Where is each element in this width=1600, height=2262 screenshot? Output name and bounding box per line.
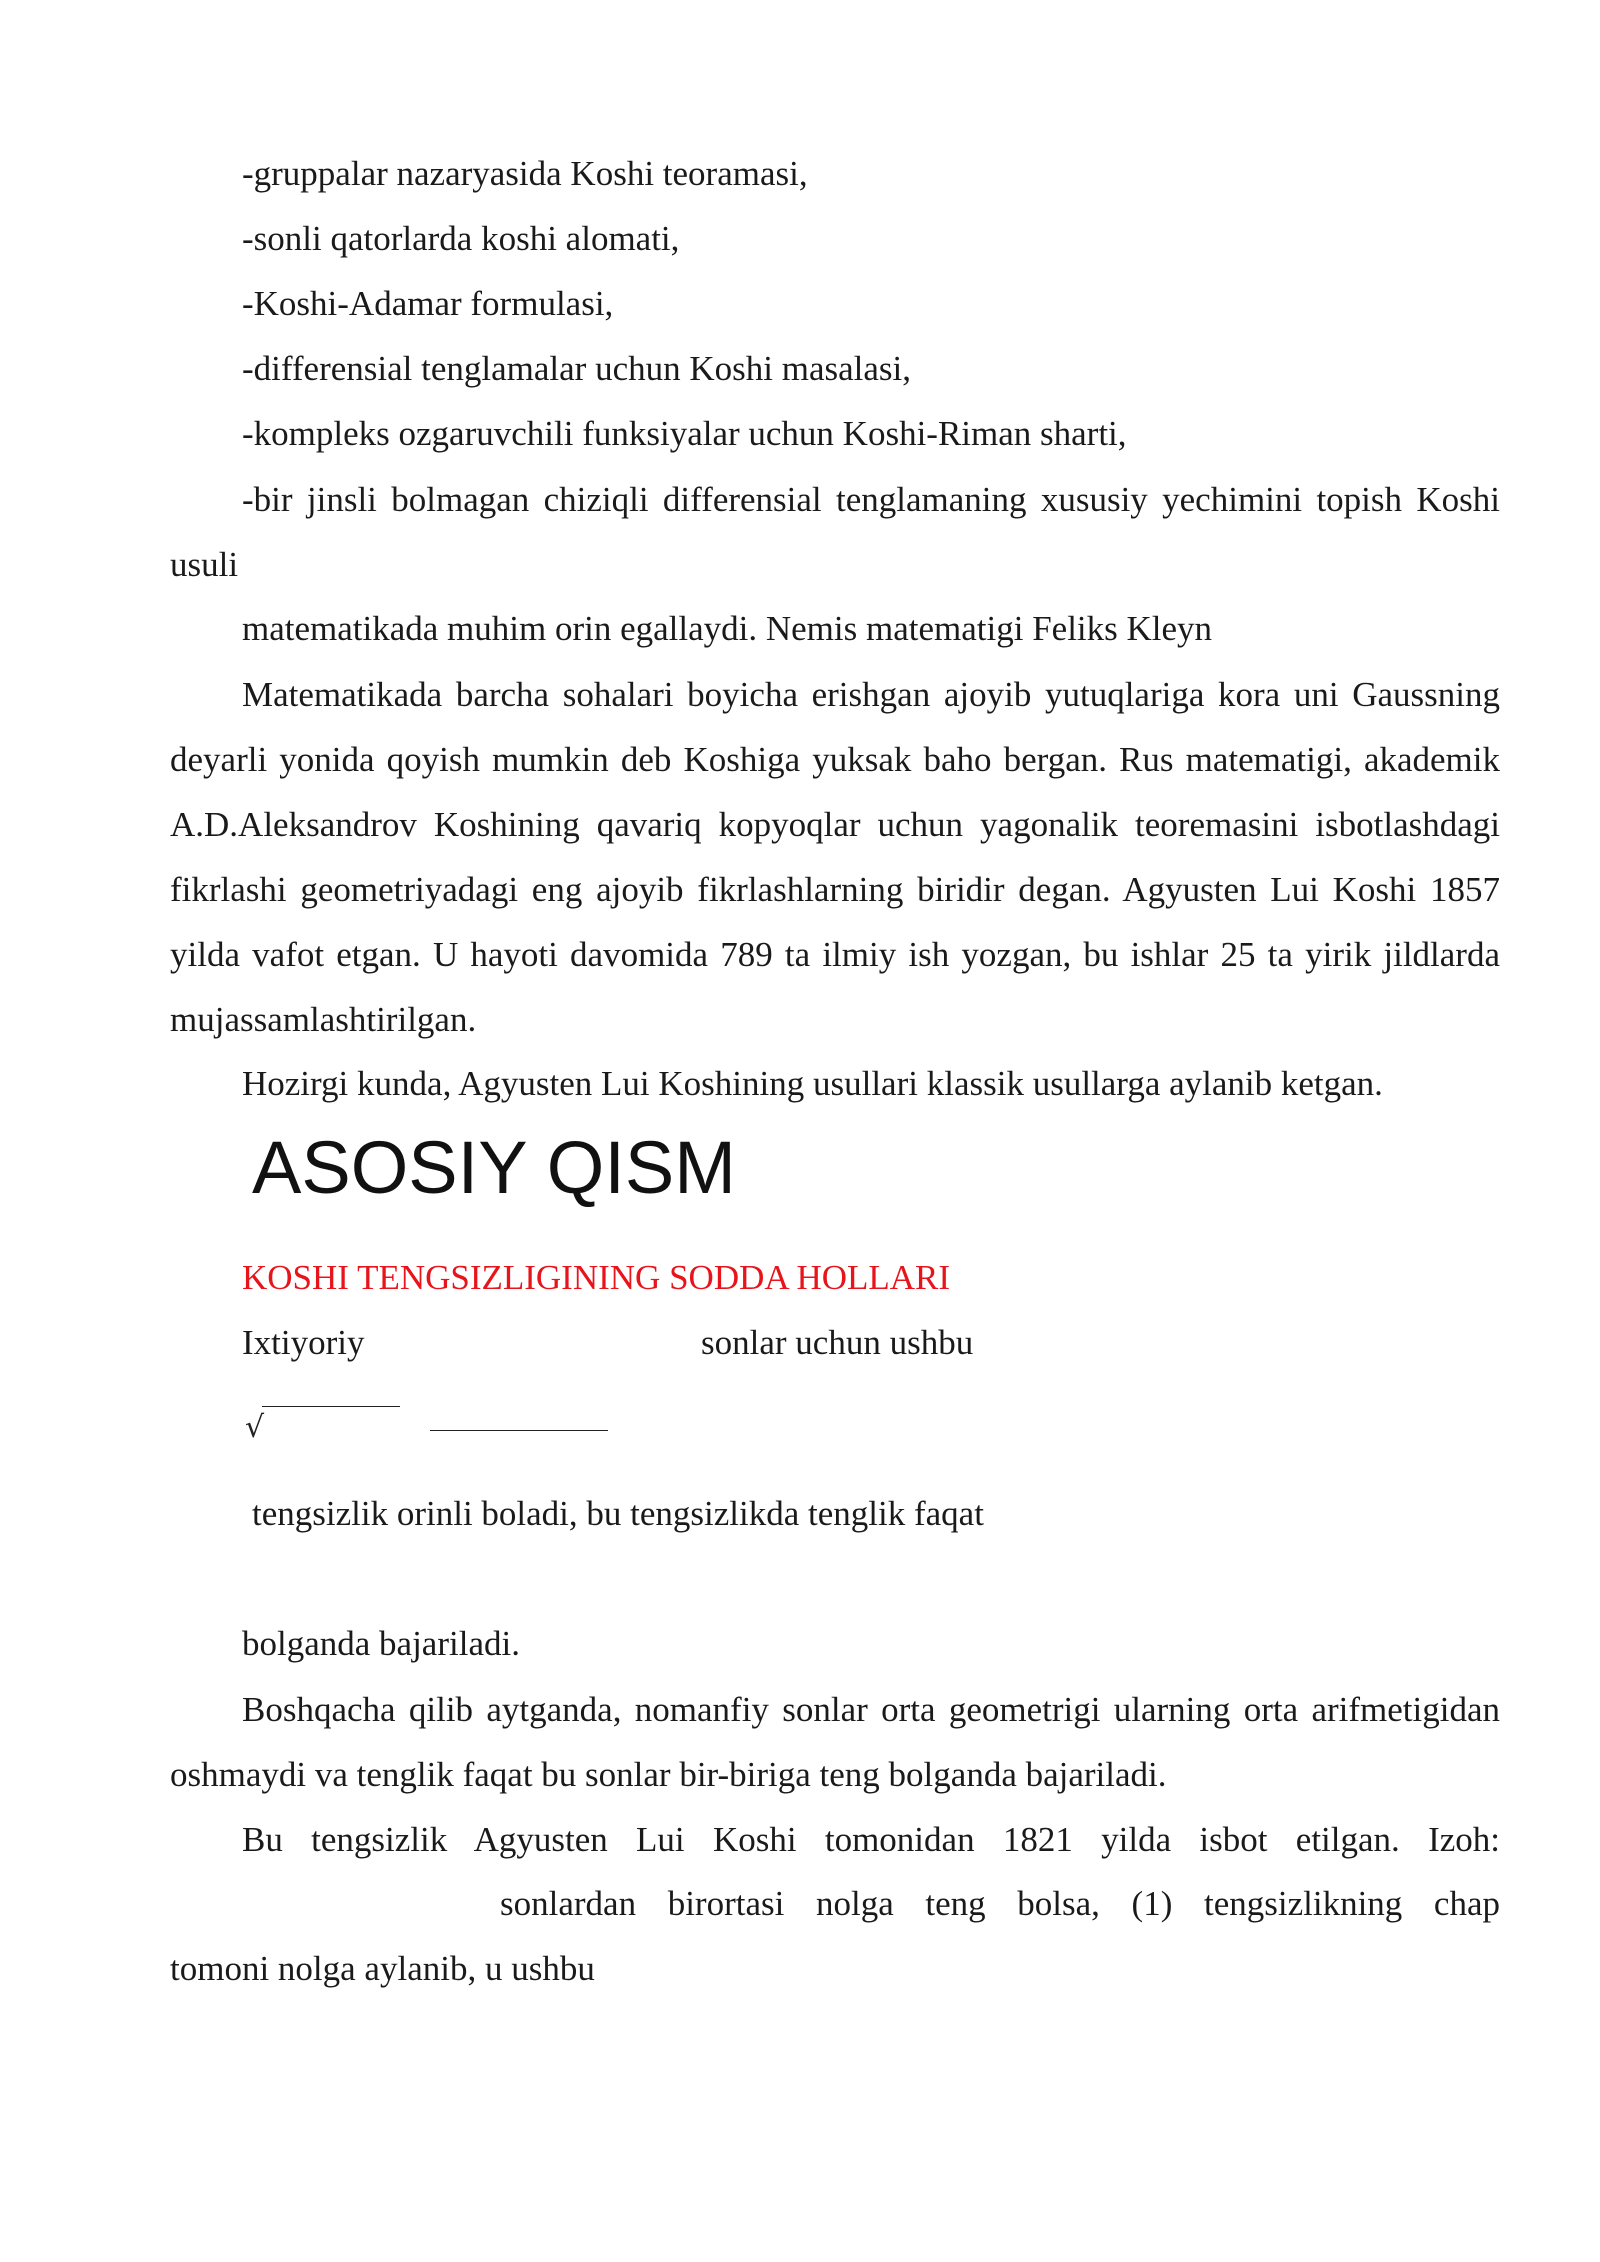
tengsizlik-line: tengsizlik orinli boladi, bu tengsizlikda tenglik faqat bbox=[252, 1494, 984, 1533]
paragraph-boshqacha: Boshqacha qilib aytganda, nomanfiy sonlar orta geometrigi ularning orta arifmetigidan oshmaydi va tenglik faqat bu sonlar bir-biriga teng bolganda bajariladi. bbox=[170, 1690, 1500, 1794]
paragraph-today: Hozirgi kunda, Agyusten Lui Koshining usullari klassik usullarga aylanib ketgan. bbox=[242, 1064, 1383, 1103]
paragraph-kleyn-intro: matematikada muhim orin egallaydi. Nemis matematigi Feliks Kleyn bbox=[242, 609, 1213, 648]
list-item-gruppalar: -gruppalar nazaryasida Koshi teoramasi, bbox=[242, 154, 808, 193]
bolganda-line: bolganda bajariladi. bbox=[242, 1624, 520, 1663]
paragraph-bu-line1: Bu tengsizlik Agyusten Lui Koshi tomonidan 1821 yilda isbot etilgan. Izoh: bbox=[242, 1820, 1500, 1859]
list-item-koshi-masalasi: -differensial tenglamalar uchun Koshi masalasi, bbox=[242, 349, 911, 388]
fraction-bar bbox=[430, 1430, 608, 1431]
radical-overline bbox=[262, 1406, 400, 1407]
list-item-sonli-qatorlar: -sonli qatorlarda koshi alomati, bbox=[242, 219, 680, 258]
section-heading-asosiy-qism: ASOSIY QISM bbox=[252, 1126, 736, 1209]
paragraph-bu-line2: sonlardan birortasi nolga teng bolsa, (1) tengsizlikning chap bbox=[500, 1884, 1500, 1923]
list-item-koshi-adamar: -Koshi-Adamar formulasi, bbox=[242, 284, 614, 323]
ixtiyoriy-label: Ixtiyoriy bbox=[242, 1323, 365, 1362]
list-item-koshi-riman: -kompleks ozgaruvchili funksiyalar uchun Koshi-Riman sharti, bbox=[242, 414, 1127, 453]
paragraph-kleyn: Matematikada barcha sohalari boyicha erishgan ajoyib yutuqlariga kora uni Gaussning deyarli yonida qoyish mumkin deb Koshiga yuksak baho bergan. Rus matematigi, akademik A.D.Aleksandrov Koshining qavariq kopyoqlar uchun yagonalik teoremasini isbotlashdagi fikrlashi geometriyadagi eng ajoyib fikrlashlarning biridir degan. Agyusten Lui Koshi 1857 yilda vafot etgan. U hayoti davomida 789 ta ilmiy ish yozgan, bu ishlar 25 ta yirik jildlarda mujassamlashtirilgan. bbox=[170, 675, 1500, 1039]
sonlar-uchun-label: sonlar uchun ushbu bbox=[701, 1323, 974, 1362]
subsection-heading: KOSHI TENGSIZLIGINING SODDA HOLLARI bbox=[242, 1258, 951, 1297]
paragraph-bu-line3: tomoni nolga aylanib, u ushbu bbox=[170, 1949, 595, 1988]
radical-icon: √ bbox=[245, 1410, 265, 1445]
list-item-koshi-usuli: -bir jinsli bolmagan chiziqli differensial tenglamaning xususiy yechimini topish Koshi usuli bbox=[170, 480, 1500, 584]
